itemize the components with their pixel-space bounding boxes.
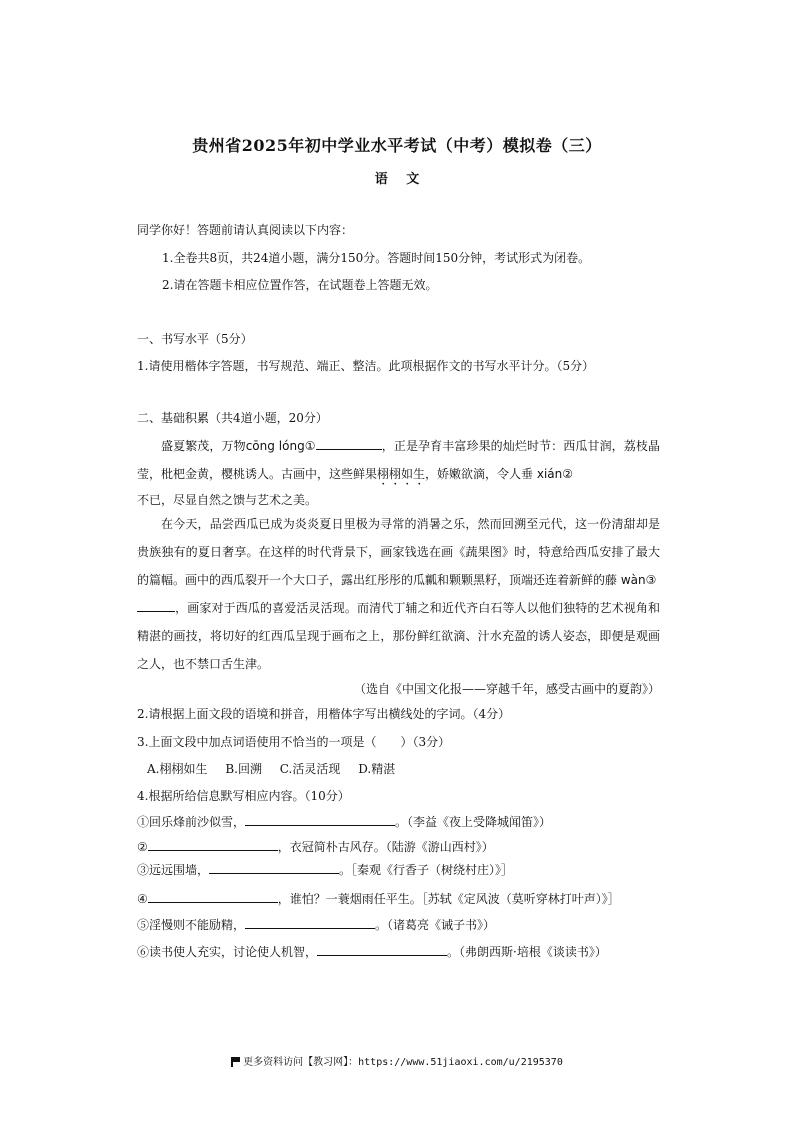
recite-blank-6[interactable] — [317, 943, 447, 956]
intro-note-2: 2.请在答题卡相应位置作答，在试题卷上答题无效。 — [162, 278, 438, 292]
recite-item-4 — [137, 890, 620, 907]
recite-blank-3[interactable] — [209, 861, 339, 874]
recite-item-3-source: 。［秦观《行香子（树绕村庄）》］ — [339, 863, 514, 877]
footer-link[interactable] — [0, 1053, 794, 1068]
flag-icon — [231, 1057, 240, 1066]
passage-1-text-c: ，娇嫩欲滴，令人垂 xián② — [425, 467, 573, 481]
reading-passage-2 — [137, 510, 660, 594]
option-c[interactable]: C.活灵活现 — [279, 762, 341, 776]
recite-item-2 — [137, 838, 494, 855]
passage-1-text-a: 盛夏繁茂，万物cōng lóng① — [161, 439, 316, 453]
question-4: 4.根据所给信息默写相应内容。（10分） — [137, 789, 350, 803]
recite-item-4-prompt: ④ — [137, 892, 148, 906]
recite-item-2-prompt: ② — [137, 840, 148, 854]
recite-item-3-prompt: ③远远围墙， — [137, 863, 210, 877]
recite-item-6-prompt: ⑥读书使人充实，讨论使人机智， — [137, 945, 318, 959]
page-title: 贵州省2025年初中学业水平考试（中考）模拟卷（三） — [192, 136, 602, 155]
option-d[interactable]: D.精湛 — [358, 762, 396, 776]
recite-item-5-source: 。（诸葛亮《诫子书》） — [375, 918, 496, 932]
reading-passage-1 — [137, 432, 660, 488]
recite-item-6 — [137, 943, 607, 960]
dotted-term-1: 栩栩如生 — [377, 467, 426, 481]
answer-blank-3 — [137, 599, 175, 612]
recite-item-4-source: ，谁怕？一蓑烟雨任平生。［苏轼《定风波（莫听穿林打叶声）》］ — [277, 892, 620, 906]
recite-item-6-source: 。（弗朗西斯·培根《谈读书》） — [447, 945, 607, 959]
answer-blank-1 — [316, 437, 382, 450]
question-3-options — [147, 761, 409, 777]
recite-blank-5[interactable] — [245, 916, 375, 929]
subject-label: 语 文 — [374, 172, 420, 187]
question-2: 2.请根据上面文段的语境和拼音，用楷体字写出横线处的字词。（4分） — [137, 707, 511, 721]
reading-passage-2-cont — [137, 594, 660, 678]
option-a[interactable]: A.栩栩如生 — [147, 762, 208, 776]
recite-item-1 — [137, 813, 551, 830]
recite-item-3 — [137, 861, 513, 878]
passage-1-text-b: ，正是孕育丰富珍果的灿烂时节：西瓜甘润，荔枝晶莹，枇杷金黄，樱桃诱人。古画中，这些鲜果 — [137, 439, 660, 481]
intro-greeting: 同学你好！答题前请认真阅读以下内容： — [137, 223, 354, 237]
recite-blank-2[interactable] — [148, 838, 278, 851]
section-2-heading: 二、基础积累（共4道小题，20分） — [137, 411, 328, 425]
passage-2-text-a: 在今天，品尝西瓜已成为炎炎夏日里极为寻常的消暑之乐，然而回溯至元代，这一份清甜却是贵族独有的夏日奢享。在这样的时代背景下，画家钱选在画《蔬果图》时，特意给西瓜安排了最大的篇幅。画中的西瓜裂开一个大口子，露出红彤彤的瓜瓤和颗颗黑籽，顶端还连着新鲜的藤 wàn③ — [137, 517, 660, 587]
question-1: 1.请使用楷体字答题，书写规范、端正、整洁。此项根据作文的书写水平计分。（5分） — [137, 359, 595, 373]
recite-blank-1[interactable] — [245, 813, 395, 826]
recite-item-2-source: ，衣冠简朴古风存。（陆游《游山西村》） — [277, 840, 494, 854]
recite-item-5 — [137, 916, 495, 933]
passage-1-text-d: 不已，尽显自然之馈与艺术之美。 — [137, 493, 318, 507]
passage-2-text-b: ，画家对于西瓜的喜爱活灵活现。而清代丁辅之和近代齐白石等人以他们独特的艺术视角和精湛的画技，将切好的红西瓜呈现于画布之上，那份鲜红欲滴、汁水充盈的诱人姿态，即便是观画之人，也不禁口舌生津。 — [137, 601, 660, 671]
recite-item-1-source: 。（李益《夜上受降城闻笛》） — [395, 815, 552, 829]
section-1-heading: 一、书写水平（5分） — [137, 332, 253, 346]
recite-blank-4[interactable] — [148, 890, 278, 903]
passage-source: （选自《中国文化报——穿越千年，感受古画中的夏韵》） — [353, 682, 660, 696]
question-3: 3.上面文段中加点词语使用不恰当的一项是（ ）（3分） — [137, 735, 451, 749]
footer-text[interactable]: 更多资料访问【教习网】：https://www.51jiaoxi.com/u/2195370 — [243, 1057, 563, 1068]
intro-note-1: 1.全卷共8页，共24道小题，满分150分。答题时间150分钟，考试形式为闭卷。 — [162, 251, 591, 265]
option-b[interactable]: B.回溯 — [225, 762, 262, 776]
recite-item-5-prompt: ⑤淫慢则不能励精， — [137, 918, 246, 932]
recite-item-1-prompt: ①回乐烽前沙似雪， — [137, 815, 246, 829]
